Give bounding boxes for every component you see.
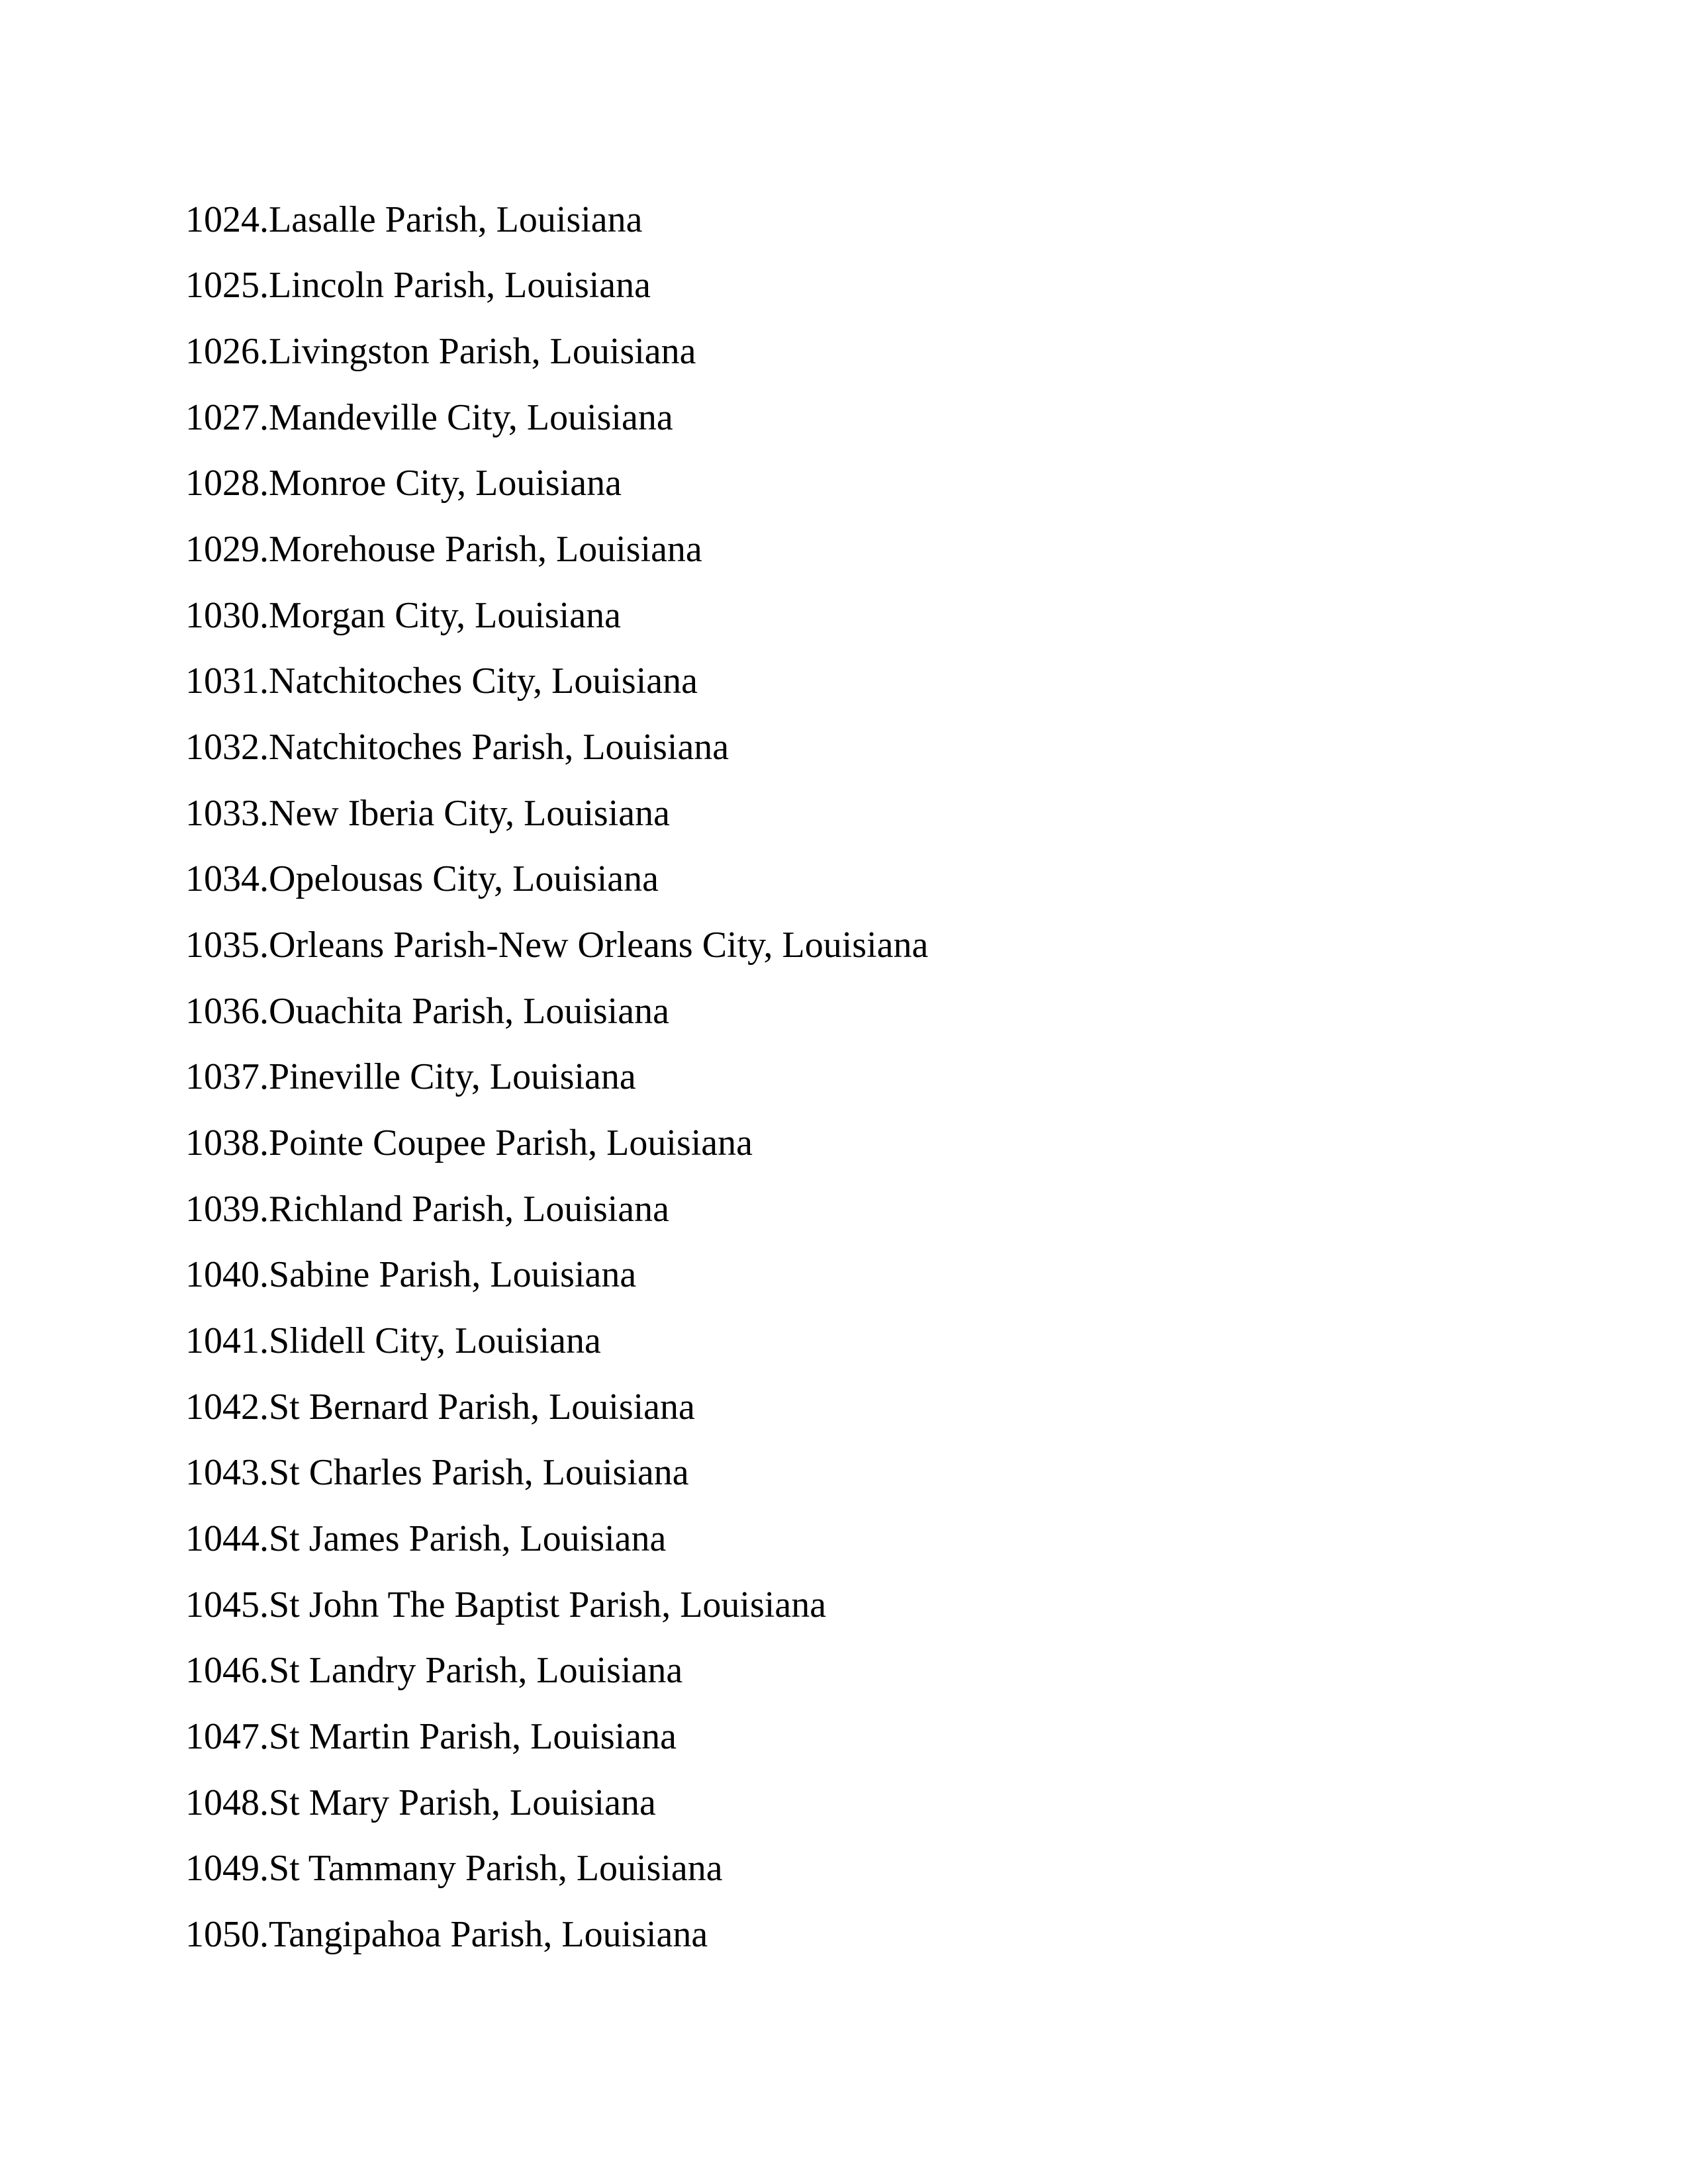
list-item: 1030.Morgan City, Louisiana [185, 595, 621, 636]
list-item: 1044.St James Parish, Louisiana [185, 1518, 667, 1559]
list-item: 1041.Slidell City, Louisiana [185, 1320, 601, 1361]
list-item: 1024.Lasalle Parish, Louisiana [185, 199, 643, 240]
list-item: 1046.St Landry Parish, Louisiana [185, 1650, 683, 1691]
list-item: 1049.St Tammany Parish, Louisiana [185, 1848, 723, 1889]
list-item: 1026.Livingston Parish, Louisiana [185, 331, 696, 372]
list-item: 1043.St Charles Parish, Louisiana [185, 1452, 689, 1493]
list-item: 1038.Pointe Coupee Parish, Louisiana [185, 1122, 753, 1163]
list-item: 1035.Orleans Parish-New Orleans City, Louisiana [185, 925, 929, 966]
list-item: 1048.St Mary Parish, Louisiana [185, 1782, 656, 1823]
list-item: 1039.Richland Parish, Louisiana [185, 1189, 670, 1230]
list-item: 1036.Ouachita Parish, Louisiana [185, 991, 669, 1032]
list-item: 1029.Morehouse Parish, Louisiana [185, 529, 702, 570]
list-item: 1025.Lincoln Parish, Louisiana [185, 265, 651, 306]
list-item: 1033.New Iberia City, Louisiana [185, 793, 670, 834]
list-item: 1034.Opelousas City, Louisiana [185, 858, 659, 899]
list-item: 1047.St Martin Parish, Louisiana [185, 1716, 677, 1757]
list-item: 1031.Natchitoches City, Louisiana [185, 660, 698, 702]
list-item: 1040.Sabine Parish, Louisiana [185, 1254, 637, 1295]
list-item: 1042.St Bernard Parish, Louisiana [185, 1387, 695, 1428]
list-item: 1032.Natchitoches Parish, Louisiana [185, 727, 729, 768]
list-item: 1028.Monroe City, Louisiana [185, 463, 622, 504]
list-item: 1027.Mandeville City, Louisiana [185, 397, 673, 438]
list-item: 1037.Pineville City, Louisiana [185, 1056, 636, 1097]
list-item: 1045.St John The Baptist Parish, Louisiana [185, 1584, 827, 1625]
list-item: 1050.Tangipahoa Parish, Louisiana [185, 1914, 708, 1955]
